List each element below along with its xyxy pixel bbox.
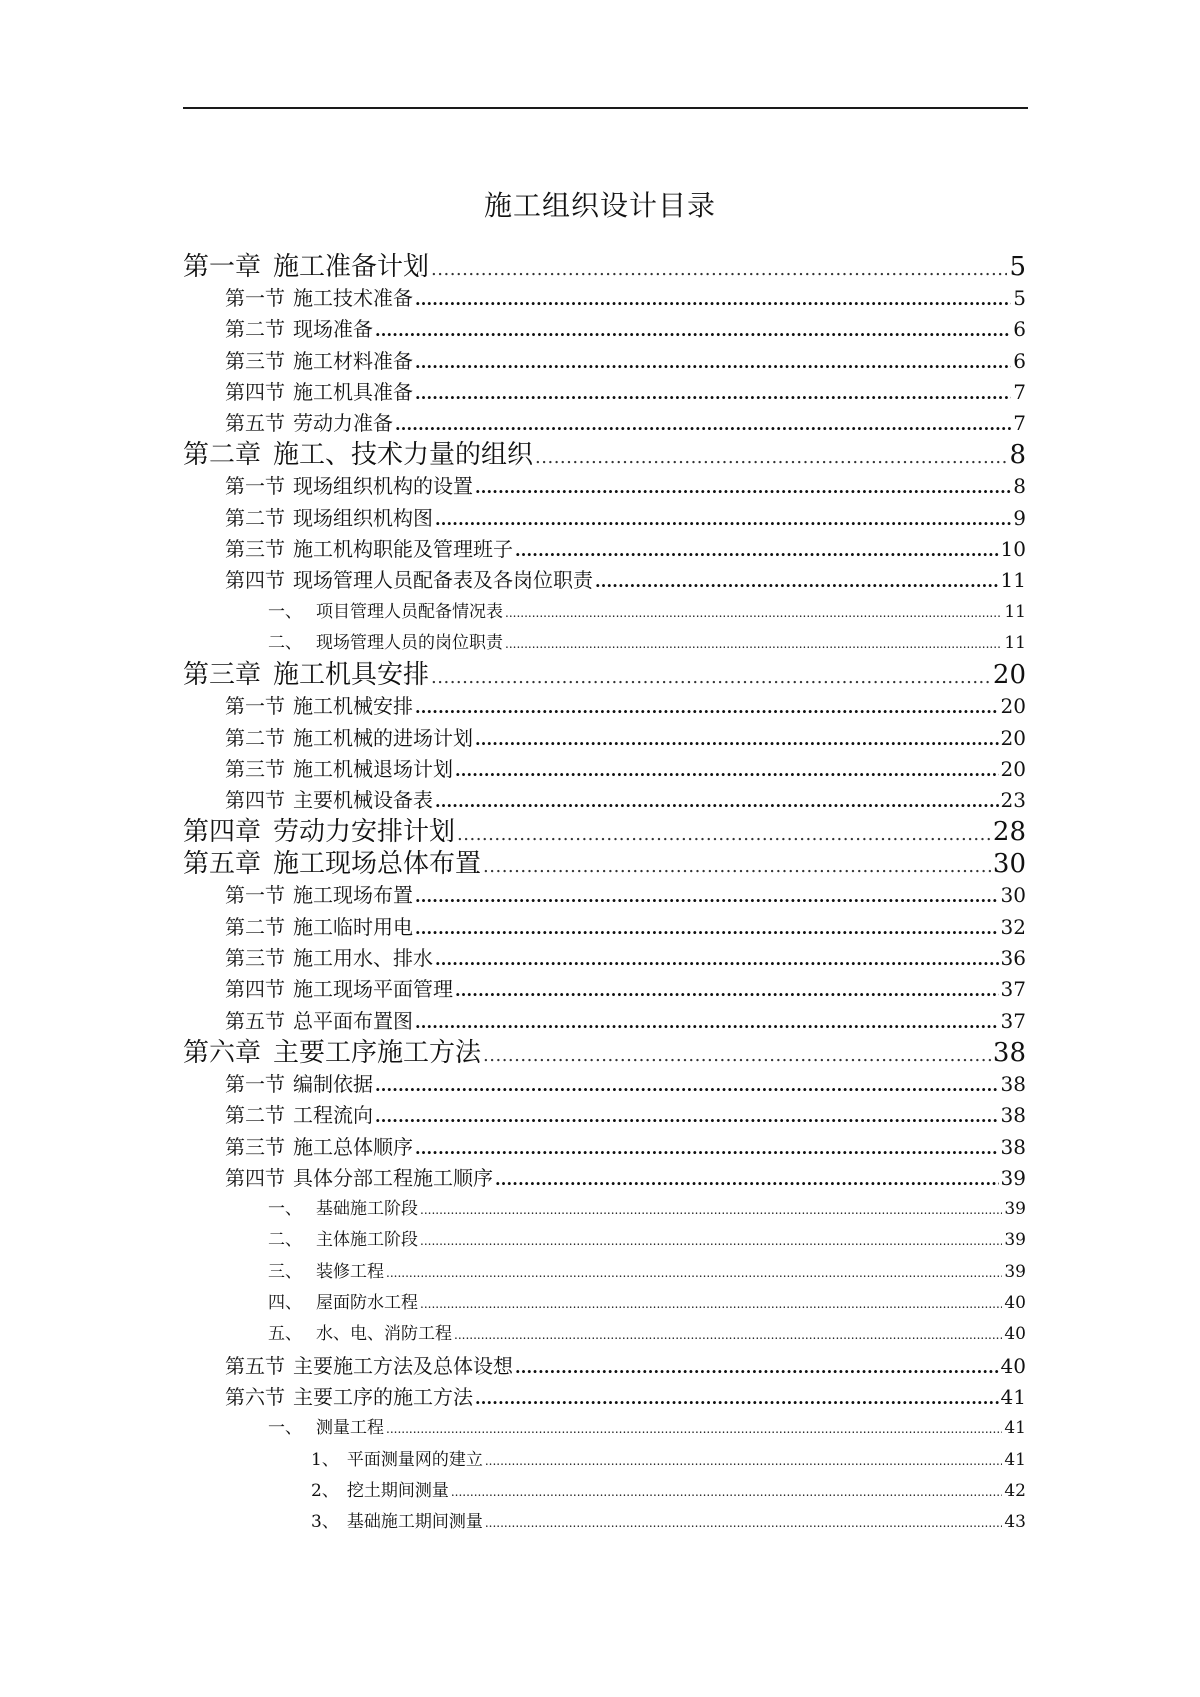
toc-entry-number: 第六章 xyxy=(183,1037,262,1068)
dot-leader xyxy=(415,378,1011,409)
toc-entry-number: 第三章 xyxy=(183,660,262,691)
toc-entry-number: 第三节 xyxy=(225,348,285,373)
toc-page-number: 37 xyxy=(1000,977,1026,1002)
toc-page-number: 7 xyxy=(1013,411,1026,436)
toc-page-number: 20 xyxy=(1000,694,1026,719)
toc-page-number: 20 xyxy=(1000,756,1026,781)
dot-leader xyxy=(431,254,1007,286)
toc-entry-title: 施工机械退场计划 xyxy=(293,756,453,781)
toc-page-number: 43 xyxy=(1004,1512,1026,1533)
toc-section-entry[interactable] xyxy=(183,754,1026,785)
toc-entry-number: 第二节 xyxy=(225,914,285,939)
dot-leader xyxy=(595,566,999,597)
toc-entry-number: 五、 xyxy=(268,1324,302,1345)
toc-entry-title: 工程流向 xyxy=(293,1103,373,1128)
toc-page-number: 41 xyxy=(1004,1418,1026,1439)
dot-leader xyxy=(375,1070,999,1101)
toc-entry-number: 第二节 xyxy=(225,505,285,530)
toc-section-entry[interactable] xyxy=(183,283,1026,314)
toc-page-number: 20 xyxy=(1000,725,1026,750)
dot-leader xyxy=(475,472,1011,503)
toc-entry-number: 第二节 xyxy=(225,725,285,750)
toc-entry-number: 第四节 xyxy=(225,1165,285,1190)
toc-entry-title: 施工用水、排水 xyxy=(293,946,433,971)
toc-entry-title: 水、电、消防工程 xyxy=(316,1324,452,1345)
toc-page-number: 8 xyxy=(1009,440,1026,471)
dot-leader xyxy=(415,1007,999,1038)
dot-leader xyxy=(485,1446,1003,1477)
toc-section-entry[interactable] xyxy=(183,471,1026,502)
toc-page-number: 9 xyxy=(1013,505,1026,530)
toc-page-number: 8 xyxy=(1013,474,1026,499)
toc-entry-number: 三、 xyxy=(268,1261,302,1282)
toc-entry-number: 2、 xyxy=(311,1480,339,1501)
dot-leader xyxy=(451,1477,1003,1508)
dot-leader xyxy=(435,504,1011,535)
dot-leader xyxy=(415,692,999,723)
toc-entry-title: 具体分部工程施工顺序 xyxy=(293,1165,493,1190)
toc-entry-number: 第一节 xyxy=(225,474,285,499)
toc-entry-title: 施工材料准备 xyxy=(293,348,413,373)
toc-entry-number: 3、 xyxy=(311,1512,339,1533)
toc-subsection-entry[interactable] xyxy=(183,1194,1026,1225)
dot-leader xyxy=(455,975,999,1006)
toc-entry-number: 第三节 xyxy=(225,756,285,781)
toc-item-entry[interactable] xyxy=(183,1445,1026,1476)
dot-leader xyxy=(415,913,999,944)
dot-leader xyxy=(415,284,1011,315)
toc-subsection-entry[interactable] xyxy=(183,628,1026,659)
toc-entry-title: 主要施工方法及总体设想 xyxy=(293,1353,513,1378)
dot-leader xyxy=(495,1164,999,1195)
toc-entry-title: 施工机械的进场计划 xyxy=(293,725,473,750)
dot-leader xyxy=(505,629,1002,660)
toc-entry-number: 第四节 xyxy=(225,568,285,593)
toc-entry-number: 四、 xyxy=(268,1293,302,1314)
toc-section-entry[interactable] xyxy=(183,1163,1026,1194)
toc-entry-number: 一、 xyxy=(268,601,302,622)
dot-leader xyxy=(415,347,1011,378)
toc-section-entry[interactable] xyxy=(183,912,1026,943)
toc-page-number: 11 xyxy=(1004,632,1026,653)
toc-page-number: 6 xyxy=(1013,348,1026,373)
toc-entry-number: 二、 xyxy=(268,1230,302,1251)
toc-entry-title: 施工总体顺序 xyxy=(293,1134,413,1159)
toc-entry-number: 第五节 xyxy=(225,1008,285,1033)
toc-subsection-entry[interactable] xyxy=(183,597,1026,628)
toc-section-entry[interactable] xyxy=(183,408,1026,439)
toc-entry-title: 主要机械设备表 xyxy=(293,788,433,813)
toc-section-entry[interactable] xyxy=(183,377,1026,408)
toc-entry-title: 装修工程 xyxy=(316,1261,384,1282)
dot-leader xyxy=(515,1352,999,1383)
toc-entry-title: 测量工程 xyxy=(316,1418,384,1439)
toc-entry-title: 现场准备 xyxy=(293,317,373,342)
toc-chapter-entry[interactable] xyxy=(183,848,1026,880)
toc-entry-title: 施工、技术力量的组织 xyxy=(273,440,534,471)
toc-section-entry[interactable] xyxy=(183,1382,1026,1413)
toc-page-number: 11 xyxy=(1000,568,1026,593)
dot-leader xyxy=(435,944,999,975)
toc-section-entry[interactable] xyxy=(183,1069,1026,1100)
toc-section-entry[interactable] xyxy=(183,503,1026,534)
toc-section-entry[interactable] xyxy=(183,1132,1026,1163)
dot-leader xyxy=(375,315,1011,346)
toc-entry-number: 第三节 xyxy=(225,946,285,971)
dot-leader xyxy=(485,1508,1003,1539)
toc-section-entry[interactable] xyxy=(183,314,1026,345)
toc-section-entry[interactable] xyxy=(183,1100,1026,1131)
toc-chapter-entry[interactable] xyxy=(183,1037,1026,1069)
toc-page-number: 39 xyxy=(1000,1165,1026,1190)
toc-entry-title: 施工机构职能及管理班子 xyxy=(293,537,513,562)
toc-entry-number: 第一节 xyxy=(225,286,285,310)
toc-page-number: 42 xyxy=(1004,1480,1026,1501)
toc-entry-number: 第一章 xyxy=(183,252,262,282)
toc-section-entry[interactable] xyxy=(183,1006,1026,1037)
toc-entry-title: 施工机具准备 xyxy=(293,379,413,404)
toc-entry-number: 第二节 xyxy=(225,1103,285,1128)
toc-page-number: 41 xyxy=(1004,1449,1026,1470)
dot-leader xyxy=(420,1289,1002,1320)
dot-leader xyxy=(455,755,999,786)
toc-entry-title: 施工现场总体布置 xyxy=(273,849,482,880)
toc-page-number: 30 xyxy=(992,849,1026,880)
dot-leader xyxy=(435,786,999,817)
toc-chapter-entry[interactable] xyxy=(183,251,1026,283)
table-of-contents xyxy=(183,251,1026,1538)
toc-page-number: 20 xyxy=(992,660,1026,691)
dot-leader xyxy=(457,819,991,851)
toc-section-entry[interactable] xyxy=(183,691,1026,722)
toc-page-number: 40 xyxy=(1004,1324,1026,1345)
toc-page-number: 40 xyxy=(1004,1293,1026,1314)
toc-section-entry[interactable] xyxy=(183,943,1026,974)
toc-subsection-entry[interactable] xyxy=(183,1257,1026,1288)
toc-entry-number: 第四节 xyxy=(225,379,285,404)
dot-leader xyxy=(483,1040,991,1072)
toc-entry-title: 项目管理人员配备情况表 xyxy=(316,601,503,622)
toc-entry-number: 第五章 xyxy=(183,849,262,880)
toc-item-entry[interactable] xyxy=(183,1476,1026,1507)
dot-leader xyxy=(395,409,1011,440)
toc-section-entry[interactable] xyxy=(183,346,1026,377)
toc-entry-title: 施工机具安排 xyxy=(273,660,430,691)
toc-entry-number: 二、 xyxy=(268,632,302,653)
toc-page-number: 39 xyxy=(1004,1199,1026,1220)
dot-leader xyxy=(386,1414,1002,1445)
toc-entry-title: 总平面布置图 xyxy=(293,1008,413,1033)
toc-entry-title: 屋面防水工程 xyxy=(316,1293,418,1314)
toc-entry-number: 第二章 xyxy=(183,440,262,471)
toc-entry-number: 第五节 xyxy=(225,411,285,436)
toc-page-number: 5 xyxy=(1013,286,1026,310)
toc-entry-number: 第五节 xyxy=(225,1353,285,1378)
toc-section-entry[interactable] xyxy=(183,880,1026,911)
dot-leader xyxy=(415,1133,999,1164)
toc-page-number: 32 xyxy=(1000,914,1026,939)
toc-entry-title: 主要工序施工方法 xyxy=(273,1037,482,1068)
toc-entry-number: 第三节 xyxy=(225,537,285,562)
toc-page-number: 41 xyxy=(1000,1384,1026,1409)
dot-leader xyxy=(505,598,1002,629)
toc-entry-title: 现场组织机构的设置 xyxy=(293,474,473,499)
toc-entry-title: 施工准备计划 xyxy=(273,252,430,282)
toc-entry-title: 编制依据 xyxy=(293,1071,373,1096)
toc-section-entry[interactable] xyxy=(183,974,1026,1005)
toc-page-number: 39 xyxy=(1004,1261,1026,1282)
toc-subsection-entry[interactable] xyxy=(183,1413,1026,1444)
toc-page-number: 30 xyxy=(1000,883,1026,908)
toc-entry-title: 施工现场平面管理 xyxy=(293,977,453,1002)
toc-entry-title: 主体施工阶段 xyxy=(316,1230,418,1251)
toc-page-number: 6 xyxy=(1013,317,1026,342)
toc-page-number: 38 xyxy=(1000,1103,1026,1128)
toc-page-number: 28 xyxy=(992,817,1026,848)
dot-leader xyxy=(454,1320,1002,1351)
toc-page-number: 38 xyxy=(1000,1134,1026,1159)
toc-chapter-entry[interactable] xyxy=(183,816,1026,848)
dot-leader xyxy=(420,1226,1002,1257)
toc-page-number: 23 xyxy=(1000,788,1026,813)
dot-leader xyxy=(483,851,991,883)
toc-entry-title: 基础施工期间测量 xyxy=(346,1512,483,1533)
toc-entry-number: 第四节 xyxy=(225,977,285,1002)
toc-entry-number: 第四节 xyxy=(225,788,285,813)
toc-entry-title: 劳动力安排计划 xyxy=(273,817,456,848)
toc-page-number: 7 xyxy=(1013,379,1026,404)
toc-entry-number: 第三节 xyxy=(225,1134,285,1159)
toc-page-number: 36 xyxy=(1000,946,1026,971)
toc-entry-title: 施工临时用电 xyxy=(293,914,413,939)
toc-entry-number: 第二节 xyxy=(225,317,285,342)
toc-entry-title: 基础施工阶段 xyxy=(316,1199,418,1220)
page-title: 施工组织设计目录 xyxy=(483,189,716,222)
toc-section-entry[interactable] xyxy=(183,723,1026,754)
dot-leader xyxy=(515,535,999,566)
toc-entry-number: 1、 xyxy=(311,1449,339,1470)
dot-leader xyxy=(431,662,991,694)
toc-entry-number: 第四章 xyxy=(183,817,262,848)
toc-section-entry[interactable] xyxy=(183,1351,1026,1382)
dot-leader xyxy=(386,1258,1002,1289)
toc-entry-title: 挖土期间测量 xyxy=(346,1480,449,1501)
toc-section-entry[interactable] xyxy=(183,565,1026,596)
toc-entry-number: 第六节 xyxy=(225,1384,285,1409)
dot-leader xyxy=(415,881,999,912)
dot-leader xyxy=(375,1101,999,1132)
toc-subsection-entry[interactable] xyxy=(183,1288,1026,1319)
toc-entry-title: 施工机械安排 xyxy=(293,694,413,719)
toc-entry-title: 施工技术准备 xyxy=(293,286,413,310)
toc-entry-number: 第一节 xyxy=(225,883,285,908)
toc-entry-number: 第一节 xyxy=(225,694,285,719)
toc-page-number: 10 xyxy=(1000,537,1026,562)
toc-subsection-entry[interactable] xyxy=(183,1225,1026,1256)
toc-entry-title: 劳动力准备 xyxy=(293,411,393,436)
toc-chapter-entry[interactable] xyxy=(183,439,1026,471)
dot-leader xyxy=(475,724,999,755)
dot-leader xyxy=(535,442,1007,474)
toc-section-entry[interactable] xyxy=(183,785,1026,816)
toc-section-entry[interactable] xyxy=(183,534,1026,565)
toc-entry-number: 一、 xyxy=(268,1418,302,1439)
toc-entry-title: 平面测量网的建立 xyxy=(346,1449,483,1470)
toc-page-number: 39 xyxy=(1004,1230,1026,1251)
toc-page-number: 38 xyxy=(992,1037,1026,1068)
toc-entry-title: 现场管理人员配备表及各岗位职责 xyxy=(293,568,593,593)
toc-entry-number: 一、 xyxy=(268,1199,302,1220)
header-rule xyxy=(183,107,1028,109)
toc-page-number: 11 xyxy=(1004,601,1026,622)
toc-page-number: 37 xyxy=(1000,1008,1026,1033)
toc-page-number: 5 xyxy=(1009,252,1026,282)
toc-entry-title: 现场管理人员的岗位职责 xyxy=(316,632,503,653)
toc-subsection-entry[interactable] xyxy=(183,1319,1026,1350)
toc-page-number: 38 xyxy=(1000,1071,1026,1096)
toc-chapter-entry[interactable] xyxy=(183,659,1026,691)
toc-item-entry[interactable] xyxy=(183,1507,1026,1538)
dot-leader xyxy=(475,1383,999,1414)
toc-entry-title: 现场组织机构图 xyxy=(293,505,433,530)
toc-entry-number: 第一节 xyxy=(225,1071,285,1096)
toc-entry-title: 施工现场布置 xyxy=(293,883,413,908)
toc-entry-title: 主要工序的施工方法 xyxy=(293,1384,473,1409)
toc-page-number: 40 xyxy=(1000,1353,1026,1378)
dot-leader xyxy=(420,1195,1002,1226)
